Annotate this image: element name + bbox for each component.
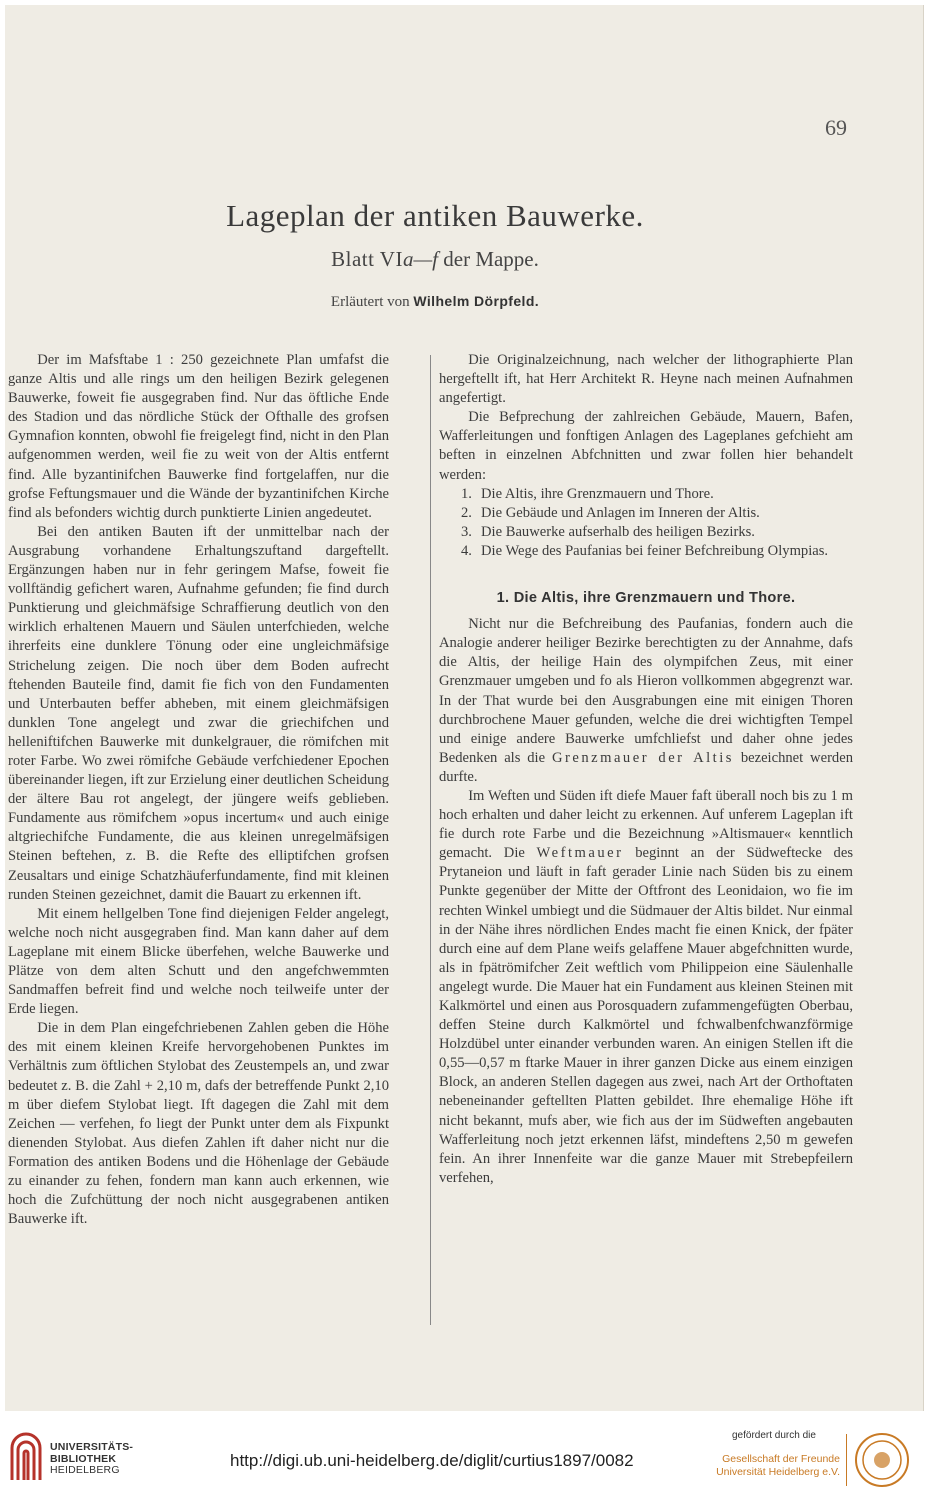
society-name-line: Gesellschaft der Freunde — [722, 1453, 840, 1465]
author-name: Wilhelm Dörpfeld. — [413, 293, 540, 309]
list-number: 3. — [461, 523, 472, 540]
list-item — [463, 523, 853, 542]
text-run: Nicht nur die Befchreibung des Paufanias, fondern auch die Analogie anderer heiliger Bezirke berechtigten zu der Annahme, dafs die Altis, der heilige Hain des olympifchen Zeus, mit einer Grenzmauer umgeben und fo als Hieron vollkommen abgegrenzt war. In der That wurde bei den Ausgrabungen eine mit einigen Thoren durchbrochene Mauer gefunden, welche die drei wichtigften Tempel und einige andere Bauwerke umfchliefst und daher ohne jedes Bedenken als die — [439, 616, 853, 766]
library-name-line: UNIVERSITÄTS- — [50, 1441, 134, 1453]
source-url-link[interactable]: http://digi.ub.uni-heidelberg.de/diglit/curtius1897/0082 — [230, 1451, 634, 1470]
list-number: 4. — [461, 542, 472, 559]
list-number: 2. — [461, 504, 472, 521]
paragraph: Bei den antiken Bauten ift der unmittelbar nach der Ausgrabung vorhandene Erhaltungszuftand dargeftellt. Ergänzungen haben nur in fehr geringem Mafse, foweit fie vollftändig gefichert waren, Aufnahme gefunden; fie find durch Punktierung und gleichmäfsige Schraffierung deutlich von den wirklich erhaltenen Mauern und Säulen unterfchieden, welche ihrerfeits eine dunklere Tönung oder eine ungleichmäfsige Strichelung zeigen. Die noch über dem Boden aufrecht ftehenden Bauteile find, damit fie fich von den Fundamenten und Unterbauten beffer abheben, mit einem gleichmäfsigen dunklen Tone angelegt und zwar die griechifchen und helleniftifchen Bauwerke mit dunkelgrauer, die römifchen mit roter Farbe. Wo zwei römifche Gebäude verfchiedener Epochen übereinander liegen, ift zur Erzielung einer deutlichen Scheidung der ältere Bau rot angelegt, der jüngere weifs geblieben. Fundamente aus römifchem »opus incertum« und auch einige altgriechifche Fundamente, die aus kleinen unregelmäfsigen Steinen beftehen, z. B. die Refte des elliptifchen grofsen Zeusaltars und einige Schatzhäuferfundamente, find mit kleinen runden Steinen gezeichnet, damit die Bauart zu erkennen ift. — [8, 523, 389, 903]
column-divider — [430, 355, 431, 1325]
subtitle-suffix: der Mappe. — [438, 247, 539, 271]
paragraph: Die in dem Plan eingefchriebenen Zahlen geben die Höhe des mit einem kleinen Kreife hervorgehobenen Punktes im Verhältnis zum öftlichen Stylobat des Zeustempels an, und zwar bedeutet z. B. die Zahl + 2,10 m, dafs der betreffende Punkt 2,10 m über diefem Stylobat liegt. Ift dagegen die Zahl mit dem Zeichen — verfehen, fo liegt der Punkt unter dem als Fixpunkt dienenden Stylobat. Aus diefen Zahlen ift daher nicht nur die Formation des antiken Bodens und die Höhenlage der Gebäude zu einander zu fehen, fondern man kann auch erkennen, wie hoch die Zufchüttung der noch nicht ausgegrabenen antiken Bauwerke ift. — [8, 1020, 389, 1228]
subtitle-prefix: Blatt VI — [331, 247, 403, 271]
society-seal-icon — [854, 1432, 910, 1488]
text-run: Im Weften und Süden ift diefe Mauer faft überall noch bis zu 1 m hoch erhalten und daher leicht zu erkennen. Auf unferem Lageplan ift fie durch rote Farbe und die Bezeichnung »Altismauer« kenntlich gemacht. Die — [439, 787, 853, 862]
left-column — [8, 351, 389, 1229]
footer-divider — [846, 1434, 847, 1486]
library-name-line: BIBLIOTHEK — [50, 1452, 117, 1465]
section-heading: 1. Die Altis, ihre Grenzmauern und Thore. — [496, 590, 796, 607]
text-run: bezeichnet werden durfte. — [439, 749, 853, 785]
list-item — [463, 542, 853, 561]
list-number: 1. — [461, 485, 472, 502]
page-number: 69 — [825, 115, 847, 140]
page-subtitle — [5, 247, 865, 272]
society-name-line: Universität Heidelberg e.V. — [716, 1466, 840, 1478]
list-text: Die Gebäude und Anlagen im Inneren der Altis. — [481, 504, 760, 521]
author-line — [5, 293, 865, 311]
library-name — [50, 1442, 133, 1477]
right-column — [439, 351, 853, 1188]
paragraph: Die Originalzeichnung, nach welcher der lithographierte Plan hergeftellt ift, hat Herr Architekt R. Heyne nach meinen Aufnahmen angefertigt. — [439, 352, 853, 407]
list-text: Die Bauwerke aufserhalb des heiligen Bezirks. — [481, 523, 755, 540]
paragraph: Der im Mafsftabe 1 : 250 gezeichnete Plan umfafst die ganze Altis und alle rings um den heiligen Bezirk gelegenen Bauwerke, foweit fie ausgegraben find. Nur das öftliche Ende des Stadion und das nördliche Stück der Ofthalle des grofsen Gymnafion konnten, obwohl fie freigelegt find, nicht in den Plan aufgenommen werden, weil fie zu weit von der Altis entfernt find. Alle byzantinifchen Bauwerke find fortgelaffen, nur die grofse Feftungsmauer und die Wände der byzantinifchen Kirche find als befonders wichtig durch punktierte Linien angedeutet. — [8, 352, 389, 521]
subtitle-italic: a—f — [402, 247, 438, 271]
section-list — [439, 485, 853, 561]
page-title: Lageplan der antiken Bauwerke. — [226, 198, 644, 233]
text-run: beginnt an der Südweftecke des Prytaneion und läuft in faft gerader Linie nach Süden bis zu einem Punkte gegenüber der Mitte der Oftfront des Leonidaion, wo fie im rechten Winkel umbiegt und die Südmauer der Altis bildet. Nur einmal in der Nähe ihres nördlichen Endes macht fie einen Knick, der fpäter durch eine auf dem Plane weifs gelaffene Mauer abgefchnitten wurde, als in fpätrömifcher Zeit weftlich vom Philippeion eine Säulenhalle angelegt wurde. Die Mauer hat ein Fundament aus kleinen Steinen mit Kalkmörtel und einen aus Porosquadern zufammengefügten Oberbau, deffen Steine durch Kalkmörtel und fchwalbenfchwanzförmige Holzdübel unter einander verbunden waren. An einigen Stellen ift die 0,55—0,57 m ftarke Mauer in ihrer ganzen Dicke aus einem einzigen Block, an anderen Stellen dagegen aus zwei, nach Art der Orthoftaten nebeneinander geftellten Platten gebildet. Ihre ehemalige Höhe ift nicht bekannt, mufs aber, wie fich aus der im Südweften angebauten Wafferleitung noch jetzt erkennen läfst, mindeftens 2,50 m gewefen fein. An ihrer Innenfeite war die ganze Mauer mit Strebepfeilern verfehen, — [439, 845, 853, 1186]
list-text: Die Wege des Paufanias bei feiner Befchreibung Olympias. — [481, 542, 829, 559]
list-text: Die Altis, ihre Grenzmauern und Thore. — [481, 485, 714, 502]
funded-by-label: gefördert durch die — [732, 1430, 816, 1441]
library-name-line: HEIDELBERG — [50, 1464, 120, 1476]
spaced-term: Weftmauer — [536, 845, 624, 862]
author-prefix: Erläutert von — [330, 294, 414, 310]
paragraph: Die Befprechung der zahlreichen Gebäude, Mauern, Bafen, Wafferleitungen und fonftigen Anlagen des Lageplanes gefchieht am beften in einzelnen Abfchnitten und zwar follen hier behandelt werden: — [439, 409, 853, 483]
paragraph: Mit einem hellgelben Tone find diejenigen Felder angelegt, welche noch nicht ausgegraben find. Man kann daher auf dem Lageplane mit einem Blicke überfehen, welche Bauwerke und Plätze von dem alten Schutt und den angefchwemmten Sandmaffen befreit find und welche noch teilweife unter der Erde liegen. — [8, 905, 389, 1018]
scanned-page — [5, 5, 924, 1411]
society-name — [712, 1453, 840, 1479]
list-item — [463, 504, 853, 523]
university-library-logo-icon — [8, 1424, 44, 1482]
paragraph — [439, 787, 853, 1188]
spaced-term: Grenzmauer der Altis — [551, 749, 734, 766]
paragraph — [439, 615, 853, 787]
list-item — [463, 485, 853, 504]
footer-bar — [0, 1412, 929, 1495]
